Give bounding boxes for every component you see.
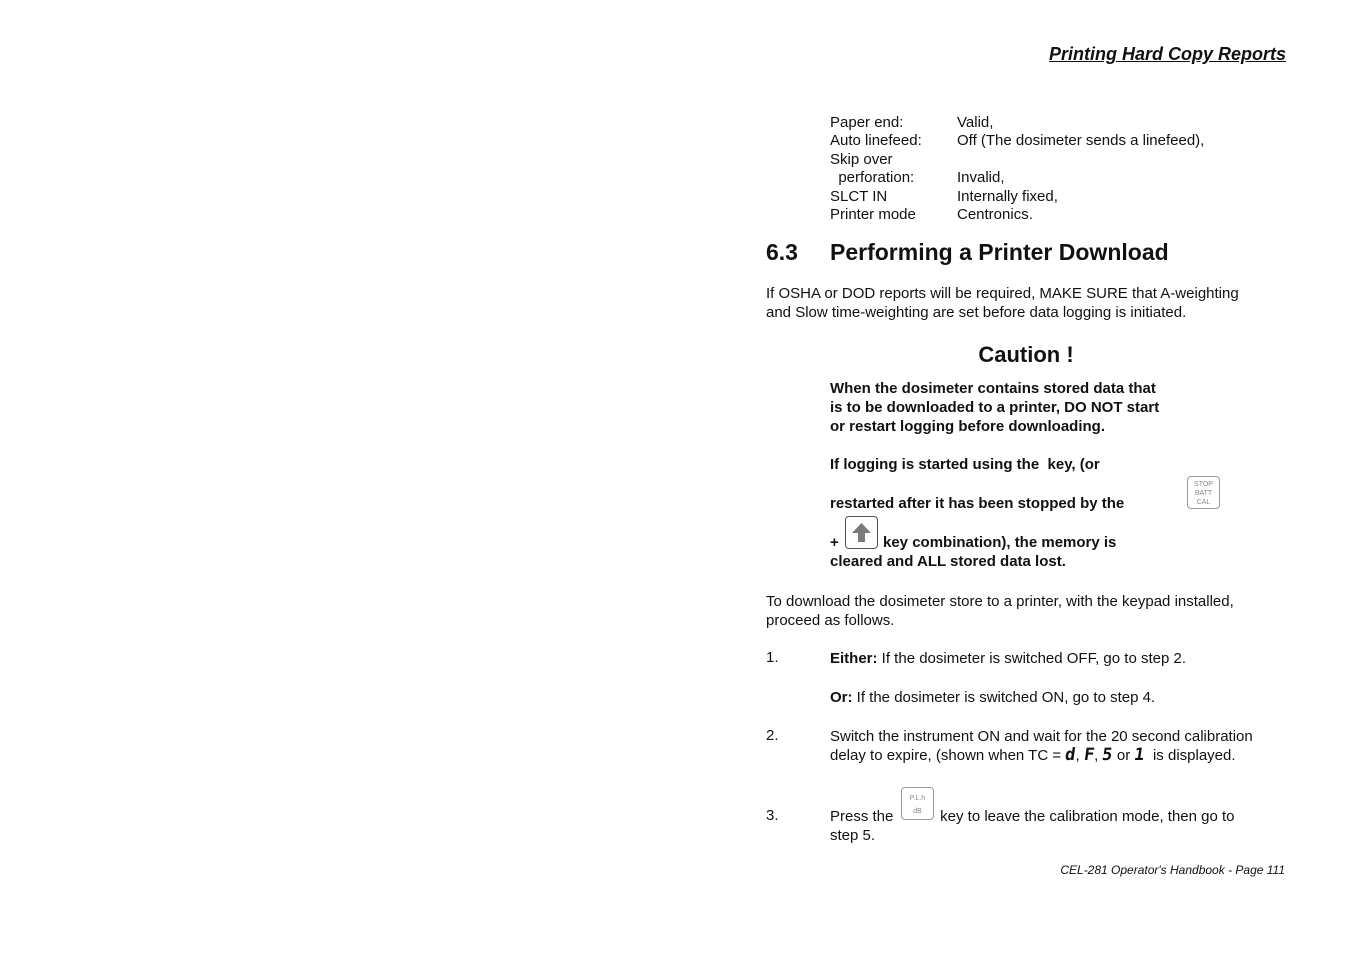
step-number: 3. [766,807,779,824]
key-label: BATT [1194,490,1213,497]
setting-label: SLCT IN [830,188,888,205]
download-intro-line: proceed as follows. [766,612,895,629]
step-1-or [830,688,1155,707]
section-title: Performing a Printer Download [830,239,1169,265]
lcd-5-glyph: 5 [1101,745,1115,765]
caution-line: When the dosimeter contains stored data that [830,380,1156,397]
step-3-line2: step 5. [830,827,876,844]
running-header: Printing Hard Copy Reports [1048,44,1286,64]
key-label: P.L.h [909,795,926,802]
setting-label: Skip over [830,151,893,168]
either-text: If the dosimeter is switched OFF, go to step 2. [877,650,1186,667]
step-2-line: Switch the instrument ON and wait for the 20 second calibration [830,728,1253,745]
lcd-1-glyph: 1 [1133,745,1147,765]
download-intro-paragraph [766,592,1291,630]
either-label: Either: [830,650,878,667]
caution-line: key combination), the memory is [883,534,1117,551]
key-label: dB [913,808,922,815]
intro-line: If OSHA or DOD reports will be required, MAKE SURE that A-weighting [766,285,1239,302]
or-label: Or: [830,689,853,706]
intro-paragraph [766,284,1291,322]
up-arrow-icon [846,517,877,548]
lcd-f-glyph: F [1082,745,1096,765]
step-number: 2. [766,727,779,744]
lcd-d-glyph: d [1063,745,1077,765]
caution-line: cleared and ALL stored data lost. [830,553,1066,570]
separator: , [1094,747,1103,764]
setting-value: Invalid, [957,169,1005,186]
intro-line: and Slow time-weighting are set before data logging is initiated. [766,304,1187,321]
page-footer: CEL-281 Operator's Handbook - Page 111 [1060,863,1285,877]
step-2-text: is displayed. [1144,747,1236,764]
step-3-post: key to leave the calibration mode, then go to [936,808,1235,825]
setting-label: Auto linefeed: [830,132,922,149]
caution-line: + [830,534,839,551]
plh-db-key [901,787,934,820]
section-heading [766,239,1169,266]
setting-label: Paper end: [830,114,904,131]
setting-value: Centronics. [957,206,1033,223]
or-text: If the dosimeter is switched ON, go to step 4. [852,689,1156,706]
key-label: CAL [1196,499,1211,506]
step-3-pre: Press the [830,808,894,825]
setting-value: Valid, [957,114,994,131]
or-word: or [1112,747,1135,764]
setting-label: Printer mode [830,206,916,223]
separator: , [1075,747,1084,764]
step-2-line [830,746,1236,765]
setting-label: perforation: [830,169,915,186]
stop-batt-cal-key [1187,476,1220,509]
caution-line: restarted after it has been stopped by the [830,495,1125,512]
step-1-either [830,649,1186,668]
section-number: 6.3 [766,239,798,265]
setting-value: Internally fixed, [957,188,1058,205]
step-number: 1. [766,649,779,666]
caution-line: or restart logging before downloading. [830,418,1106,435]
up-arrow-key [845,516,878,549]
caution-line: If logging is started using the key, (or [830,456,1100,473]
download-intro-line: To download the dosimeter store to a printer, with the keypad installed, [766,593,1234,610]
key-label: STOP [1194,481,1213,488]
setting-value: Off (The dosimeter sends a linefeed), [957,132,1205,149]
caution-line: is to be downloaded to a printer, DO NOT start [830,399,1160,416]
caution-title: Caution ! [978,342,1074,367]
step-2-text: delay to expire, (shown when TC = [830,747,1066,764]
